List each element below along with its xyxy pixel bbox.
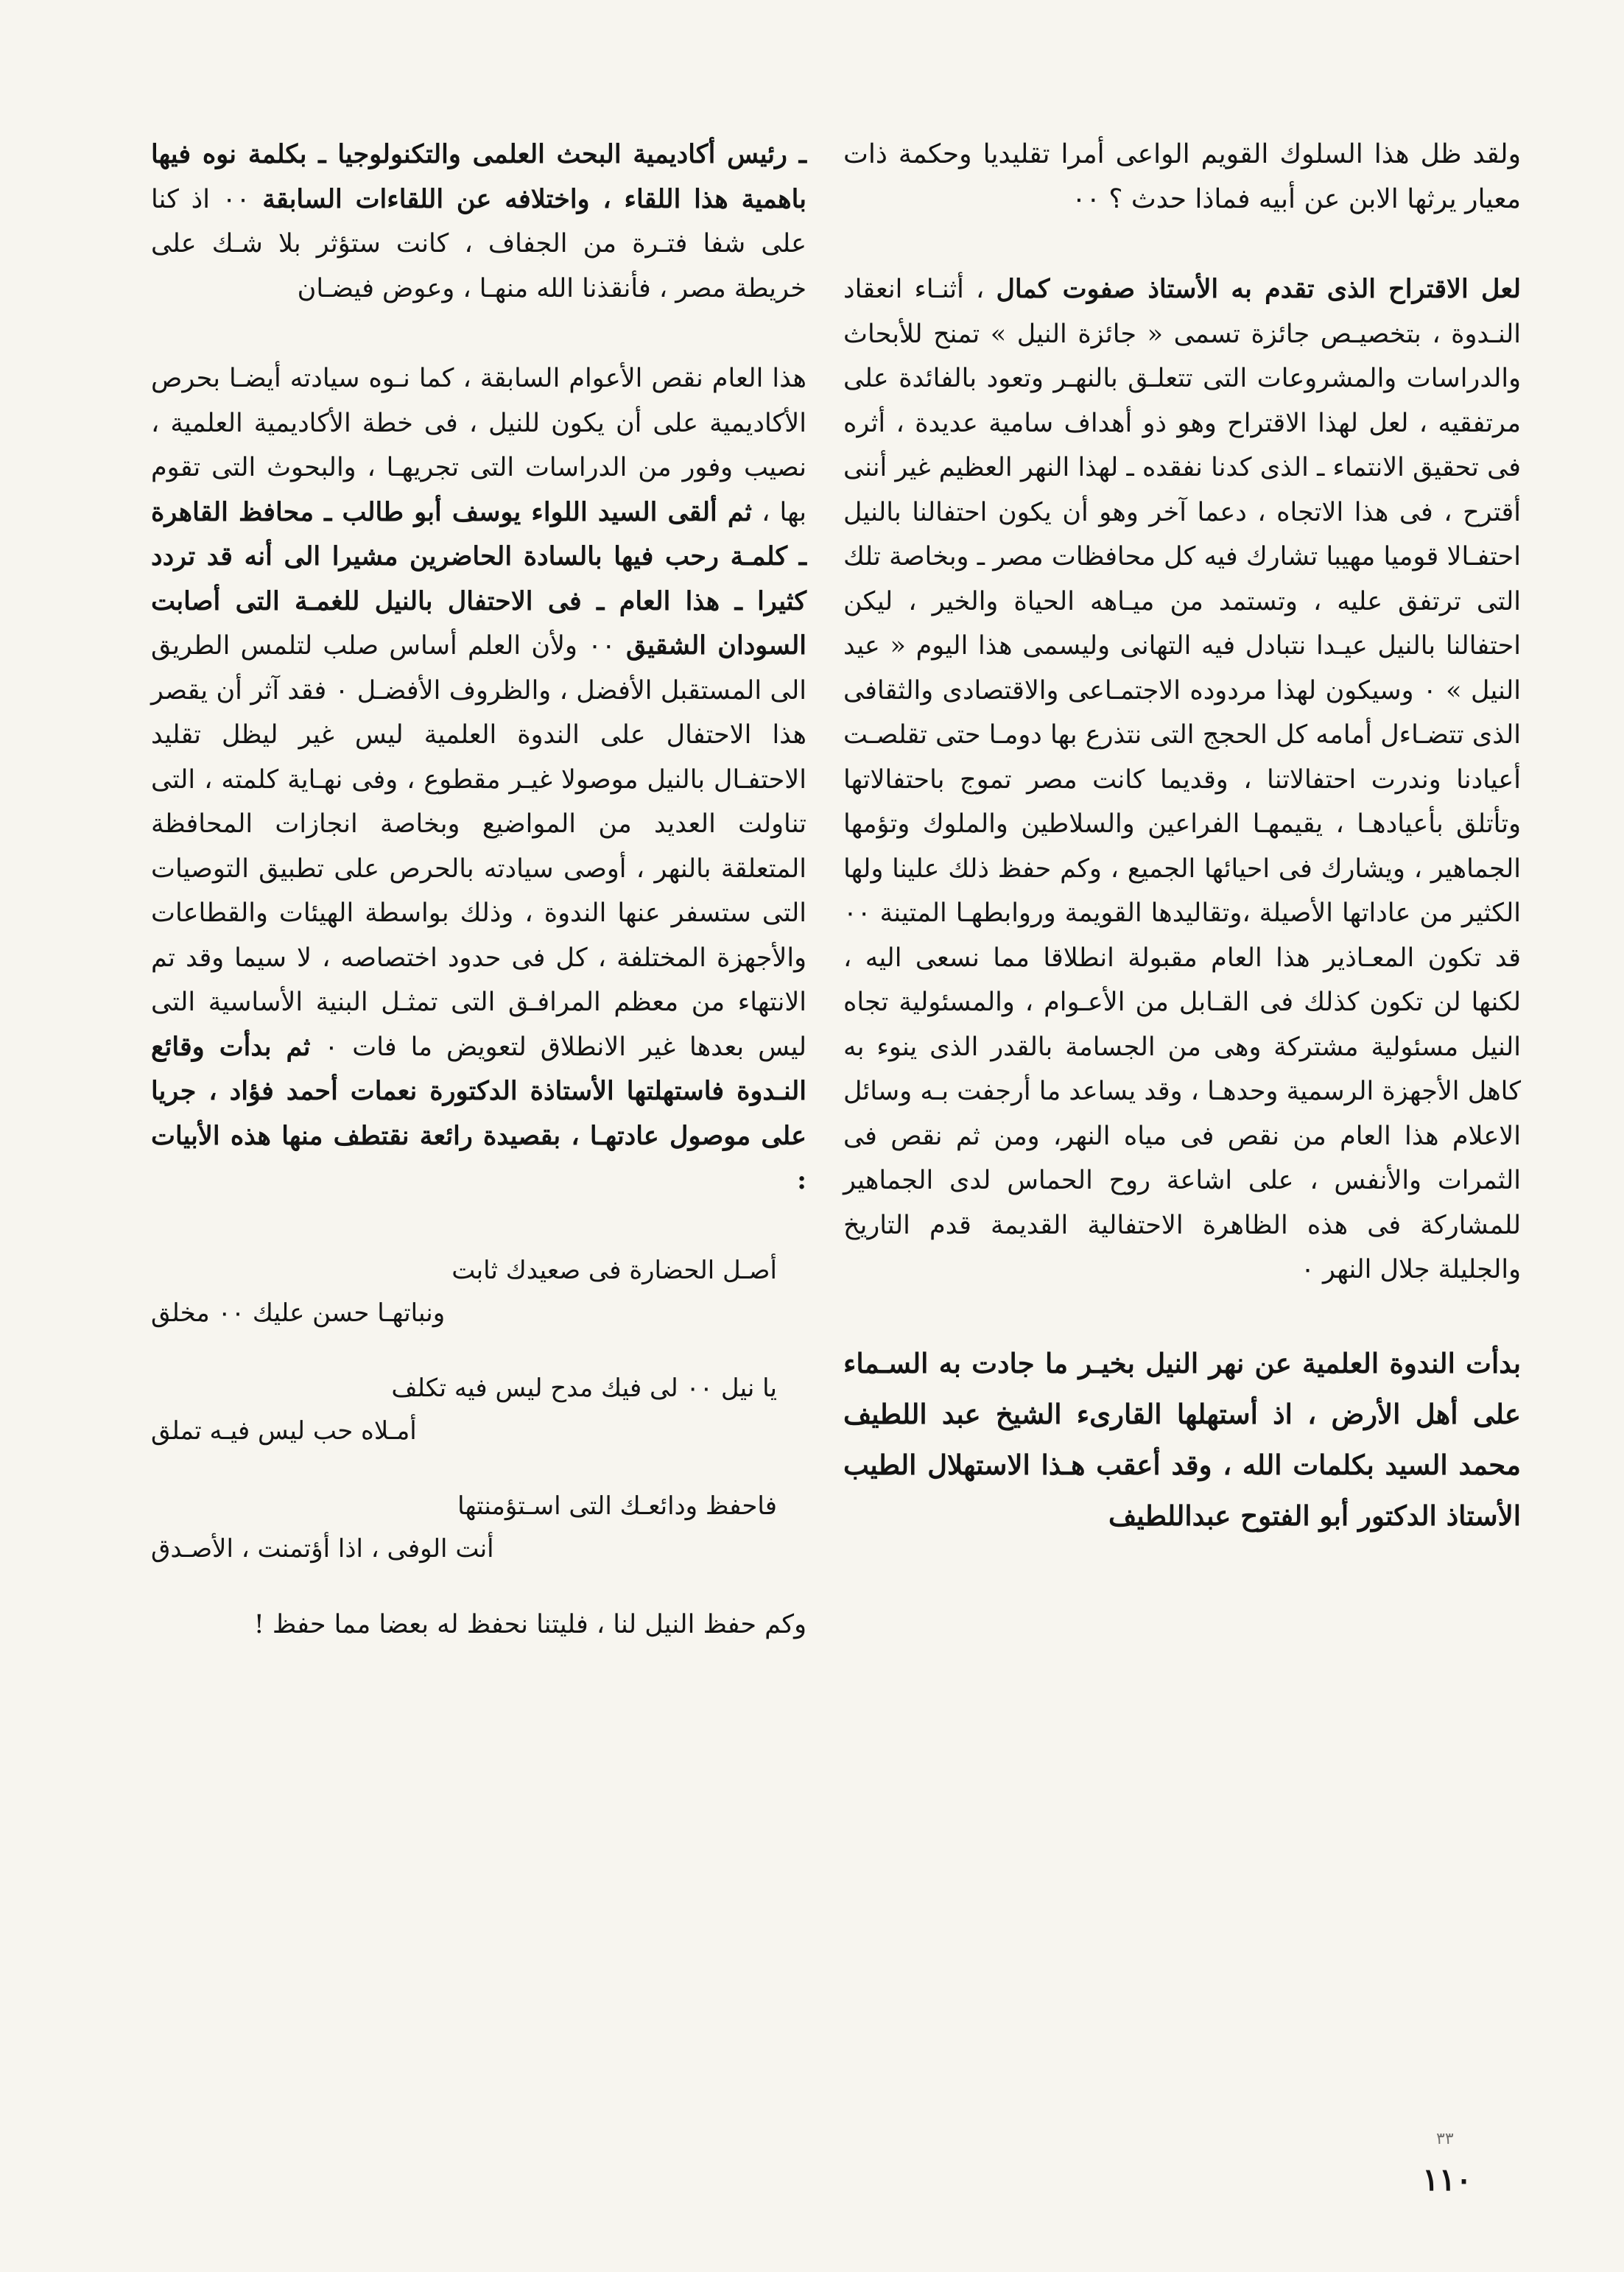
left-paragraph-2 <box>151 356 806 1203</box>
left-column <box>151 133 806 1692</box>
verse-line: ونباتهـا حسن عليك ٠٠ مخلق <box>151 1298 446 1328</box>
left-paragraph-1 <box>151 133 806 311</box>
p2-text-1: هذا العام نقص الأعوام السابقة ، كما نـوه سيادته أيضـا بحرص الأكاديمية على أن يكون للنيل ، فى خطة الأكاديمية العلمية ، نصيب وفور من الدراسات التى تجريهـا ، والبحوث التى تقوم بها ، <box>151 364 806 527</box>
closing-line <box>151 1603 806 1647</box>
page-number: ١١٠ <box>1422 2162 1472 2198</box>
page-mark: ٣٣ <box>1436 2130 1454 2148</box>
p2-bold-2: ثم بدأت وقائع النـدوة فاستهلتها الأستاذة الدكتورة نعمات أحمد فؤاد ، جريا على موصول عادتهـا ، بقصيدة رائعة نقتطف منها هذه الأبيات : <box>151 1031 806 1195</box>
p1-bold: ـ رئيس أكاديمية البحث العلمى والتكنولوجيا ـ بكلمة نوه فيها باهمية هذا اللقاء ، واختلافه عن اللقاءات السابقة <box>151 139 806 214</box>
poem-stanza <box>151 1485 806 1570</box>
main-lead-bold: لعل الاقتراح الذى تقدم به الأستاذ صفوت كمال <box>996 274 1521 304</box>
p2-text-2: ٠٠ ولأن العلم أساس صلب لتلمس الطريق الى المستقبل الأفضل ، والظروف الأفضـل ٠ فقد آثر أن يقصر هذا الاحتفال على الندوة العلمية ليس غير ليظل تقليد الاحتفـال بالنيل موصولا غيـر مقطوع ، وفى نهـاية كلمته ، التى تناولت العديد من المواضيع وبخاصة انجازات المحافظة المتعلقة بالنهر ، أوصى سيادته بالحرص على تطبيق التوصيات التى ستسفر عنها الندوة ، وذلك بواسطة الهيئات والقطاعات والأجهزة المختلفة ، كل فى حدود اختصاصه ، لا سيما وقد تم الانتهاء من معظم المرافـق التى تمثـل البنية الأساسية التى ليس بعدها غير الانطلاق لتعويض ما فات ٠ <box>151 631 807 1062</box>
right-news-paragraph <box>843 1338 1521 1541</box>
intro-text: ولقد ظل هذا السلوك القويم الواعى أمرا تقليديا وحكمة ذات معيار يرثها الابن عن أبيه فماذا حدث ؟ ٠٠ <box>843 139 1521 214</box>
poem-stanza <box>151 1249 806 1334</box>
p1-text: ٠٠ اذ كنا على شفا فتـرة من الجفاف ، كانت ستؤثر بلا شـك على خريطة مصر ، فأنقذنا الله منهـا ، وعوض فيضـان <box>151 184 806 303</box>
right-main-paragraph <box>843 267 1521 1292</box>
news-text: بدأت الندوة العلمية عن نهر النيل بخيـر ما جادت به السـماء على أهل الأرض ، اذ أستهلها القارىء الشيخ عبد اللطيف محمد السيد بكلمات الله ، وقد أعقب هـذا الاستهلال الطيب الأستاذ الدكتور أبو الفتوح عبداللطيف <box>843 1346 1521 1532</box>
right-column <box>843 133 1521 1587</box>
p2-bold-1: ثم ألقى السيد اللواء يوسف أبو طالب ـ محافظ القاهرة ـ كلمـة رحب فيها بالسادة الحاضرين مشيرا الى أنه قد تردد كثيرا ـ هذا العام ـ فى الاحتفال بالنيل للغمـة التى أصابت السودان الشقيق <box>151 496 806 661</box>
verse-line: فاحفظ ودائعـك التى اسـتؤمنتها <box>457 1491 777 1521</box>
closing-text: وكم حفظ النيل لنا ، فليتنا نحفظ له بعضا مما حفظ ! <box>253 1609 806 1639</box>
verse-line: أنت الوفى ، اذا أؤتمنت ، الأصـدق <box>151 1533 494 1564</box>
verse-line: أصـل الحضارة فى صعيدك ثابت <box>451 1255 777 1285</box>
verse-line: يا نيل ٠٠ لى فيك مدح ليس فيه تكلف <box>391 1373 777 1403</box>
poem-stanza <box>151 1367 806 1452</box>
poem <box>151 1249 806 1647</box>
main-text: ، أثنـاء انعقاد النـدوة ، بتخصيـص جائزة تسمى « جائزة النيل » تمنح للأبحاث والدراسات والمشروعات التى تتعلـق بالنهـر وتعود بالفائدة على مرتفقيه ، لعل لهذا الاقتراح وهو ذو أهداف سامية عديدة ، أثره فى تحقيق الانتماء ـ الذى كدنا نفقده ـ لهذا النهر العظيم غير أننى أقترح ، فى هذا الاتجاه ، دعما آخر وهو أن يكون احتفالنا بالنيل احتفـالا قوميا مهيبا تشارك فيه كل محافظات مصر ـ وبخاصة تلك التى ترتفق عليه ، وتستمد من ميـاهه الحياة والخير ، ليكن احتفالنا بالنيل عيـدا نتبادل فيه التهانى وليسمى هذا اليوم « عيد النيل » ٠ وسيكون لهذا مردوده الاجتمـاعى والاقتصادى والثقافى الذى تتضـاءل أمامه كل الحجج التى نتذرع بها دومـا حتى تقلصـت أعيادنا وندرت احتفالاتنا ، وقديما كانت مصر تموج باحتفالاتها وتأتلق بأعيادهـا ، يقيمهـا الفراعين والسلاطين والملوك وتؤمها الجماهير ، ويشارك فى احيائها الجميع ، وكم حفظ ذلك علينا ولها الكثير من عاداتها الأصيلة ،وتقاليدها القويمة وروابطهـا المتينة ٠٠ قد تكون المعـاذير هذا العام مقبولة انطلاقا مما نسعى اليه ، لكنها لن تكون كذلك فى القـابل من الأعـوام ، والمسئولية تجاه النيل مسئولية مشتركة وهى من الجسامة بالقدر الذى ينوء به كاهل الأجهزة الرسمية وحدهـا ، وقد يساعد ما أرجفت بـه وسائل الاعلام هذا العام من نقص فى مياه النهر، ومن ثم نقص فى الثمرات والأنفس ، على اشاعة روح الحماس لدى الجماهير للمشاركة فى هذه الظاهرة الاحتفالية القديمة قدم التاريخ والجليلة جلال النهر ٠ <box>843 275 1521 1284</box>
verse-line: أمـلاه حب ليس فيـه تملق <box>151 1415 417 1446</box>
right-intro-paragraph <box>843 133 1521 222</box>
